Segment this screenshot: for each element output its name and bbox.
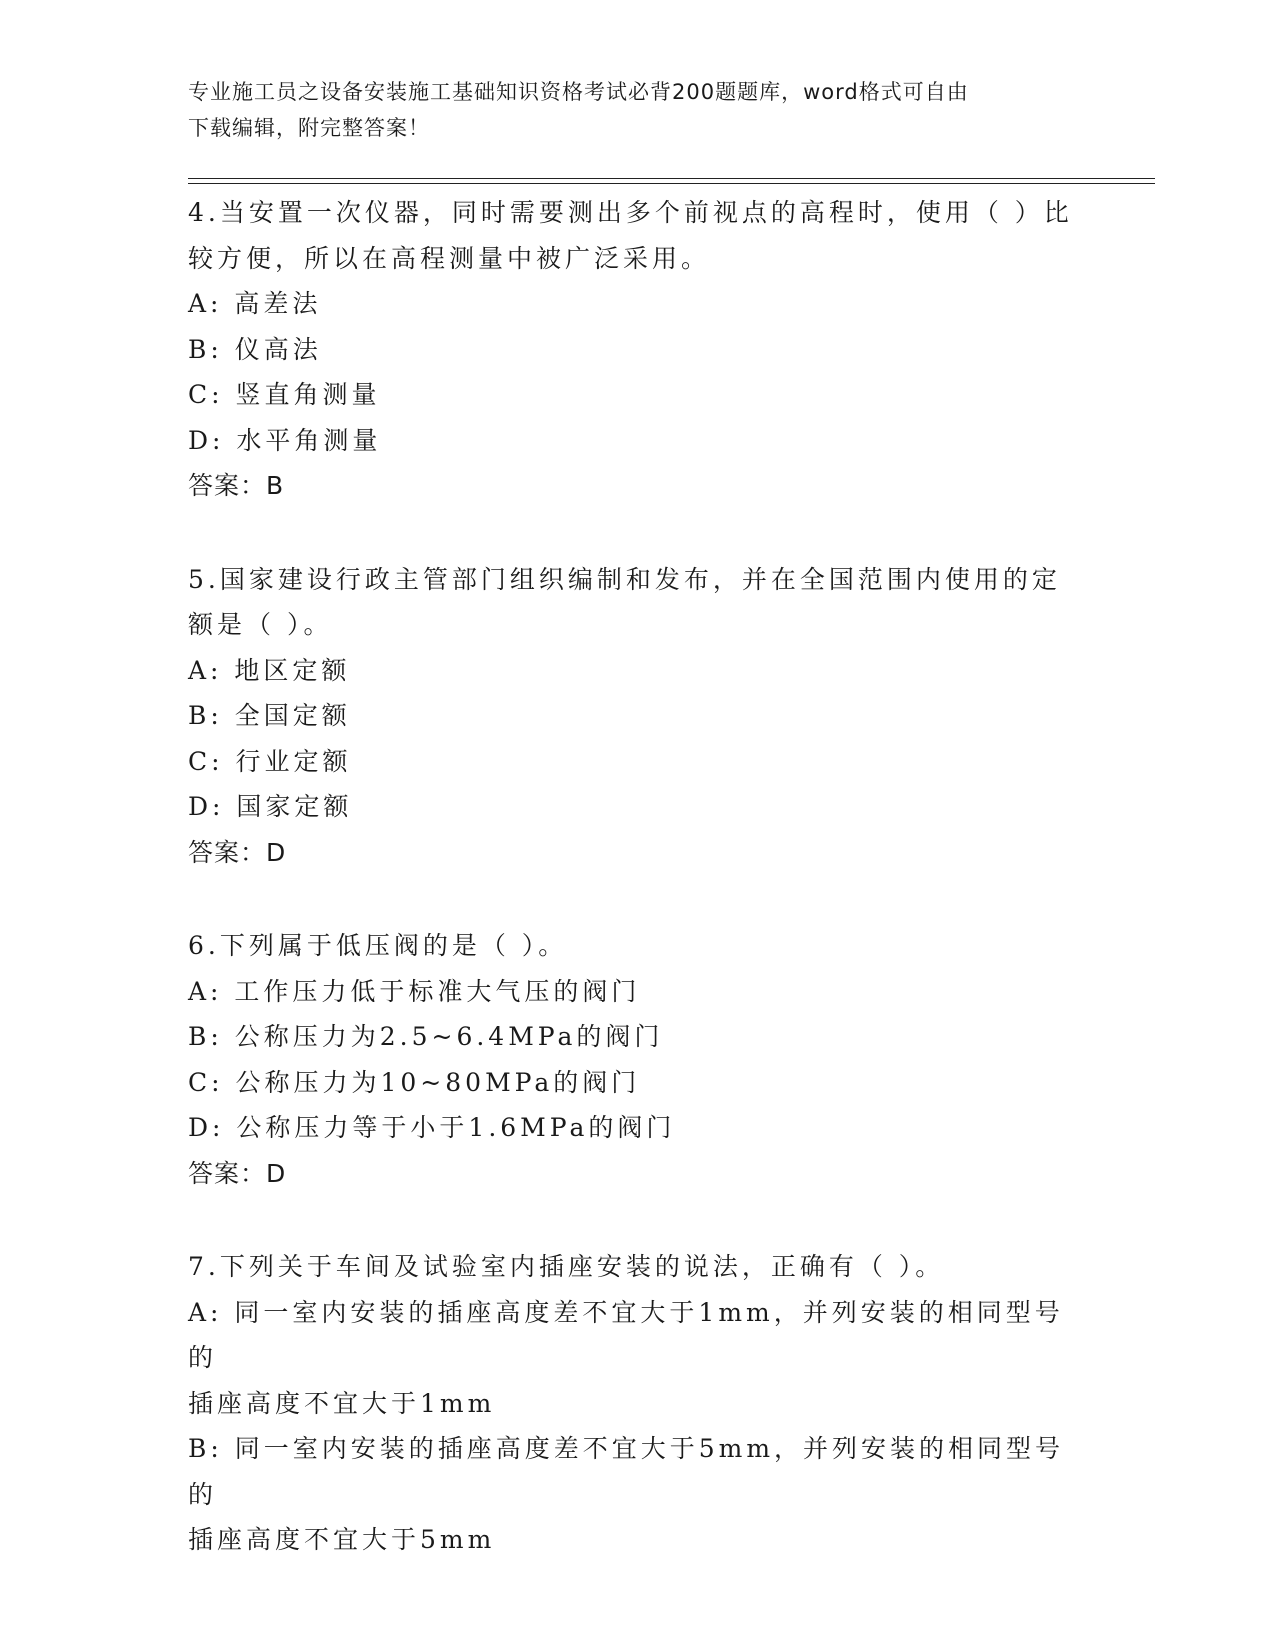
question-stem: 额是（ ）。 (188, 610, 333, 639)
option-d: D: 水平角测量 (188, 425, 382, 455)
option-d: D: 公称压力等于小于1.6MPa的阀门 (188, 1113, 676, 1142)
header-line-2: 下载编辑，附完整答案！ (188, 116, 430, 140)
option-b: B: 全国定额 (188, 701, 351, 730)
answer: 答案：B (188, 471, 285, 500)
header-line-1: 专业施工员之设备安装施工基础知识资格考试必背200题题库，word格式可自由 (188, 80, 969, 104)
option-c: C: 竖直角测量 (188, 380, 381, 409)
question-6 (188, 923, 1088, 1196)
question-stem: 较方便，所以在高程测量中被广泛采用。 (188, 243, 711, 273)
document-header (188, 74, 1068, 146)
header-rule-bottom (188, 183, 1155, 184)
option-a: A: 高差法 (188, 289, 322, 318)
question-4 (188, 190, 1088, 509)
option-a: A: 同一室内安装的插座高度差不宜大于1mm，并列安装的相同型号的 (188, 1297, 1064, 1372)
option-b: B: 同一室内安装的插座高度差不宜大于5mm，并列安装的相同型号的 (188, 1434, 1065, 1509)
option-c: C: 行业定额 (188, 746, 352, 776)
question-stem: 5.国家建设行政主管部门组织编制和发布，并在全国范围内使用的定 (188, 564, 1061, 594)
answer: 答案：D (188, 1158, 287, 1188)
option-b: B: 公称压力为2.5~6.4MPa的阀门 (188, 1022, 664, 1051)
option-a: A: 地区定额 (188, 655, 351, 685)
option-b: B: 仪高法 (188, 334, 322, 364)
header-rule-top (188, 178, 1155, 179)
option-c: C: 公称压力为10~80MPa的阀门 (188, 1067, 641, 1097)
option-b-continued: 插座高度不宜大于5mm (188, 1525, 496, 1554)
question-list (188, 190, 1088, 1611)
option-d: D: 国家定额 (188, 792, 353, 821)
question-7 (188, 1244, 1088, 1563)
option-a: A: 工作压力低于标准大气压的阀门 (188, 976, 641, 1006)
answer: 答案：D (188, 837, 287, 867)
option-a-continued: 插座高度不宜大于1mm (188, 1388, 496, 1418)
question-stem: 7.下列关于车间及试验室内插座安装的说法，正确有（ ）。 (188, 1252, 945, 1281)
question-5 (188, 557, 1088, 876)
question-stem: 4.当安置一次仪器，同时需要测出多个前视点的高程时，使用（ ）比 (188, 198, 1073, 227)
question-stem: 6.下列属于低压阀的是（ ）。 (188, 931, 568, 960)
